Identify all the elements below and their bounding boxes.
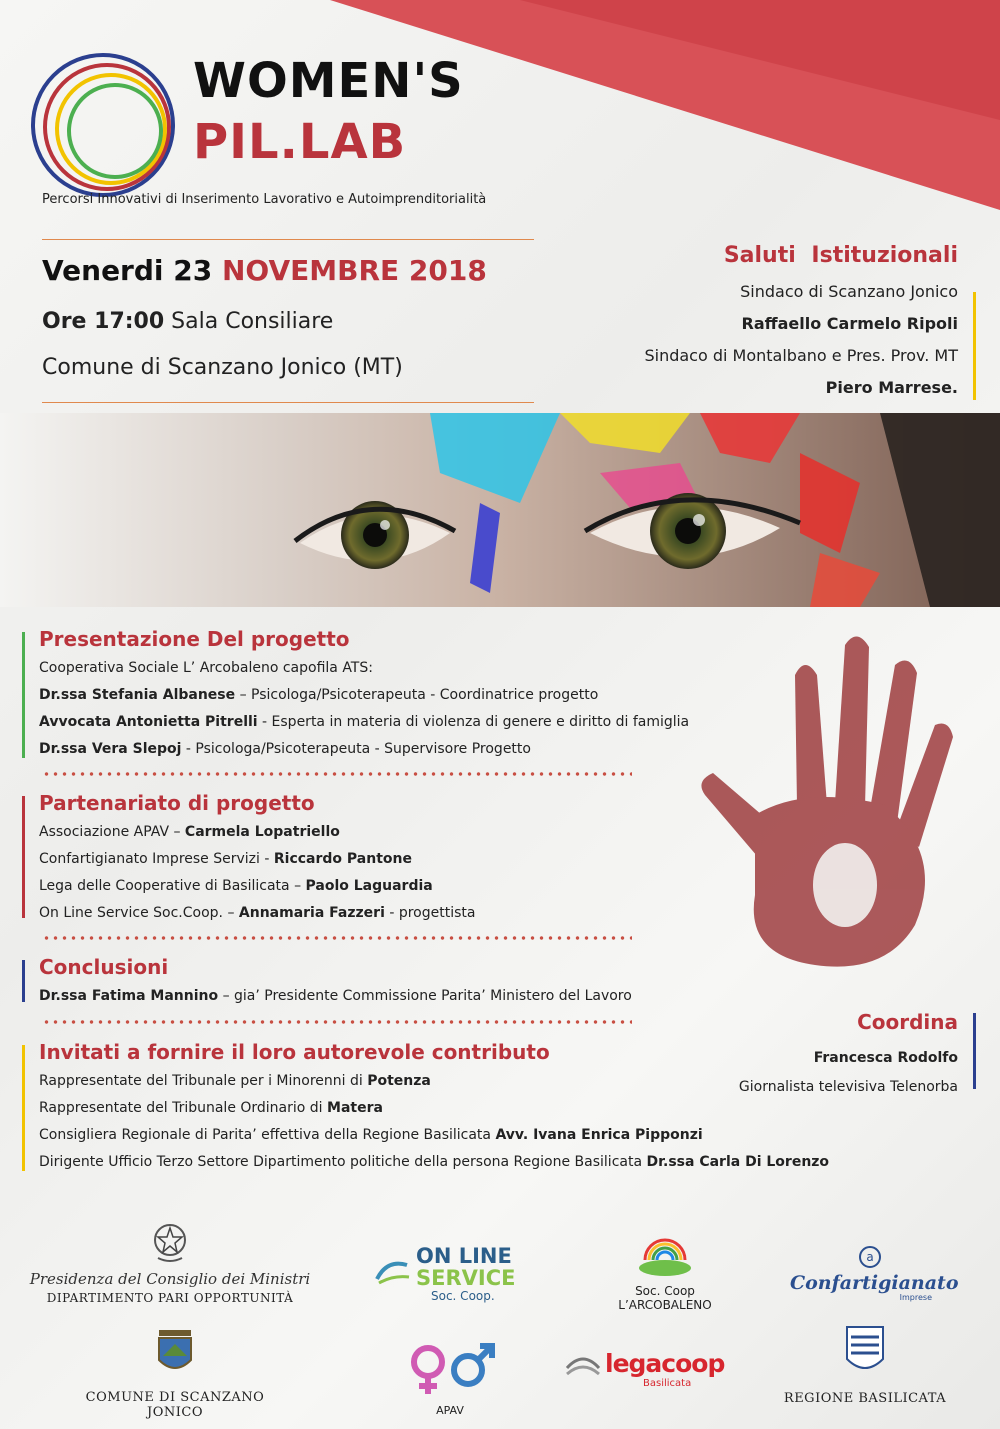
svg-text:a: a — [866, 1250, 874, 1264]
italian-emblem-icon — [150, 1220, 190, 1264]
green-accent-bar — [22, 632, 25, 758]
red-accent-bar — [22, 796, 25, 918]
subtitle: Percorsi Innovativi di Inserimento Lavorativo e Autoimprenditorialità — [42, 192, 487, 207]
saluti-line: Raffaello Carmelo Ripoli — [741, 314, 958, 333]
blue-accent-bar — [973, 1013, 976, 1089]
scanzano-text: COMUNE DI SCANZANO JONICO — [85, 1390, 265, 1420]
logo-online-service — [373, 1245, 533, 1303]
online-line1: ON LINE — [416, 1244, 512, 1268]
partenariato-line — [39, 851, 412, 867]
person-name: Dr.ssa Fatima Mannino — [39, 988, 219, 1004]
line-text: - progettista — [384, 905, 476, 921]
painted-eyes-banner — [0, 413, 1000, 607]
divider — [42, 239, 534, 240]
logo-confartigianato — [790, 1245, 959, 1302]
rainbow-circles-logo — [25, 50, 185, 200]
coordina-heading: Coordina — [857, 1010, 958, 1034]
regione-text: REGIONE BASILICATA — [783, 1391, 947, 1406]
invitati-line — [39, 1100, 383, 1116]
line-text: On Line Service Soc.Coop. – — [39, 905, 239, 921]
person-name: Paolo Laguardia — [305, 878, 433, 894]
event-day: Venerdi 23 — [42, 254, 213, 287]
dotted-divider — [42, 771, 632, 777]
event-date — [42, 254, 487, 287]
event-time — [42, 309, 333, 334]
person-name: Avv. Ivana Enrica Pipponzi — [495, 1127, 703, 1143]
line-text: Cooperativa Sociale L’ Arcobaleno capofila ATS: — [39, 660, 373, 676]
invitati-line — [39, 1154, 829, 1170]
line-text: Dirigente Ufficio Terzo Settore Dipartimento politiche della persona Regione Basilicata — [39, 1154, 647, 1170]
line-text: - Psicologa/Psicoterapeuta - Supervisore Progetto — [181, 741, 531, 757]
online-line3: Soc. Coop. — [431, 1289, 495, 1303]
scanzano-crest-icon — [153, 1328, 197, 1378]
title-pillab: PIL.LAB — [193, 114, 407, 170]
dotted-divider — [42, 935, 632, 941]
presentazione-heading: Presentazione Del progetto — [39, 627, 350, 651]
logo-arcobaleno — [595, 1230, 735, 1312]
presidenza-dept: DIPARTIMENTO PARI OPPORTUNITÀ — [46, 1291, 294, 1305]
rainbow-island-icon — [635, 1230, 695, 1280]
saluti-line: Sindaco di Scanzano Jonico — [740, 282, 958, 301]
invitati-line — [39, 1073, 431, 1089]
line-text: Consigliera Regionale di Parita’ effettiva della Regione Basilicata — [39, 1127, 496, 1143]
online-line2: SERVICE — [416, 1266, 516, 1290]
logo-scanzano — [60, 1328, 290, 1420]
event-place: Comune di Scanzano Jonico (MT) — [42, 355, 403, 380]
confartigianato-sub: Imprese — [899, 1293, 932, 1302]
presentazione-line — [39, 687, 598, 703]
logo-presidenza — [25, 1220, 315, 1305]
invitati-line — [39, 1127, 703, 1143]
partenariato-line — [39, 905, 475, 921]
person-name: Dr.ssa Carla Di Lorenzo — [646, 1154, 830, 1170]
confartigianato-mark-icon — [858, 1245, 882, 1269]
logo-regione — [780, 1325, 950, 1406]
partenariato-line — [39, 824, 340, 840]
arcobaleno-line2: L’ARCOBALENO — [618, 1298, 712, 1312]
person-name: Riccardo Pantone — [273, 851, 412, 867]
place-name: Matera — [327, 1100, 383, 1116]
line-text: Lega delle Cooperative di Basilicata – — [39, 878, 306, 894]
partenariato-line — [39, 878, 433, 894]
legacoop-mark-icon — [565, 1354, 601, 1380]
yellow-accent-bar — [973, 292, 976, 400]
title-womens: WOMEN'S — [193, 53, 464, 109]
person-name: Dr.ssa Vera Slepoj — [39, 741, 182, 757]
partenariato-heading: Partenariato di progetto — [39, 791, 315, 815]
line-text: Confartigianato Imprese Servizi - — [39, 851, 274, 867]
apav-text: APAV — [436, 1404, 464, 1417]
saluti-istituzionali — [538, 243, 958, 404]
swoosh-icon — [373, 1257, 413, 1287]
coordina-name: Francesca Rodolfo — [813, 1050, 958, 1066]
coordina-block — [739, 1010, 958, 1102]
event-month-year: NOVEMBRE 2018 — [221, 254, 487, 287]
line-text: – gia’ Presidente Commissione Parita’ Ministero del Lavoro — [218, 988, 632, 1004]
saluti-heading: Saluti Istituzionali — [723, 243, 958, 268]
person-name: Carmela Lopatriello — [184, 824, 340, 840]
arcobaleno-line1: Soc. Coop — [635, 1284, 695, 1298]
event-venue: Sala Consiliare — [171, 309, 334, 334]
presentazione-line — [39, 660, 373, 676]
place-name: Potenza — [367, 1073, 431, 1089]
line-text: - Esperta in materia di violenza di genere e diritto di famiglia — [257, 714, 690, 730]
dotted-divider — [42, 1019, 632, 1025]
line-text: Rappresentate del Tribunale Ordinario di — [39, 1100, 328, 1116]
regione-shield-icon — [843, 1325, 887, 1377]
presentazione-line — [39, 741, 531, 757]
legacoop-text: legacoop — [605, 1349, 725, 1378]
line-text: Rappresentate del Tribunale per i Minorenni di — [39, 1073, 368, 1089]
person-name: Avvocata Antonietta Pitrelli — [39, 714, 258, 730]
saluti-line: Piero Marrese. — [825, 378, 958, 397]
person-name: Annamaria Fazzeri — [238, 905, 385, 921]
saluti-line: Sindaco di Montalbano e Pres. Prov. MT — [644, 346, 958, 365]
blue-accent-bar — [22, 960, 25, 1002]
logo-apav — [395, 1340, 505, 1417]
presidenza-script: Presidenza del Consiglio dei Ministri — [29, 1270, 311, 1288]
event-time-label: Ore 17:00 — [42, 309, 165, 334]
legacoop-sub: Basilicata — [643, 1378, 692, 1389]
person-name: Dr.ssa Stefania Albanese — [39, 687, 236, 703]
logo-legacoop — [565, 1350, 725, 1389]
red-handprint-image — [685, 635, 975, 985]
invitati-heading: Invitati a fornire il loro autorevole contributo — [39, 1040, 550, 1064]
conclusioni-line — [39, 988, 632, 1004]
confartigianato-text: Confartigianato — [790, 1272, 959, 1294]
yellow-accent-bar — [22, 1045, 25, 1171]
divider — [42, 402, 534, 403]
presentazione-line — [39, 714, 689, 730]
conclusioni-heading: Conclusioni — [39, 955, 169, 979]
coordina-role: Giornalista televisiva Telenorba — [738, 1079, 958, 1095]
line-text: Associazione APAV – — [39, 824, 185, 840]
gender-symbols-icon — [400, 1340, 500, 1396]
line-text: – Psicologa/Psicoterapeuta - Coordinatrice progetto — [235, 687, 599, 703]
